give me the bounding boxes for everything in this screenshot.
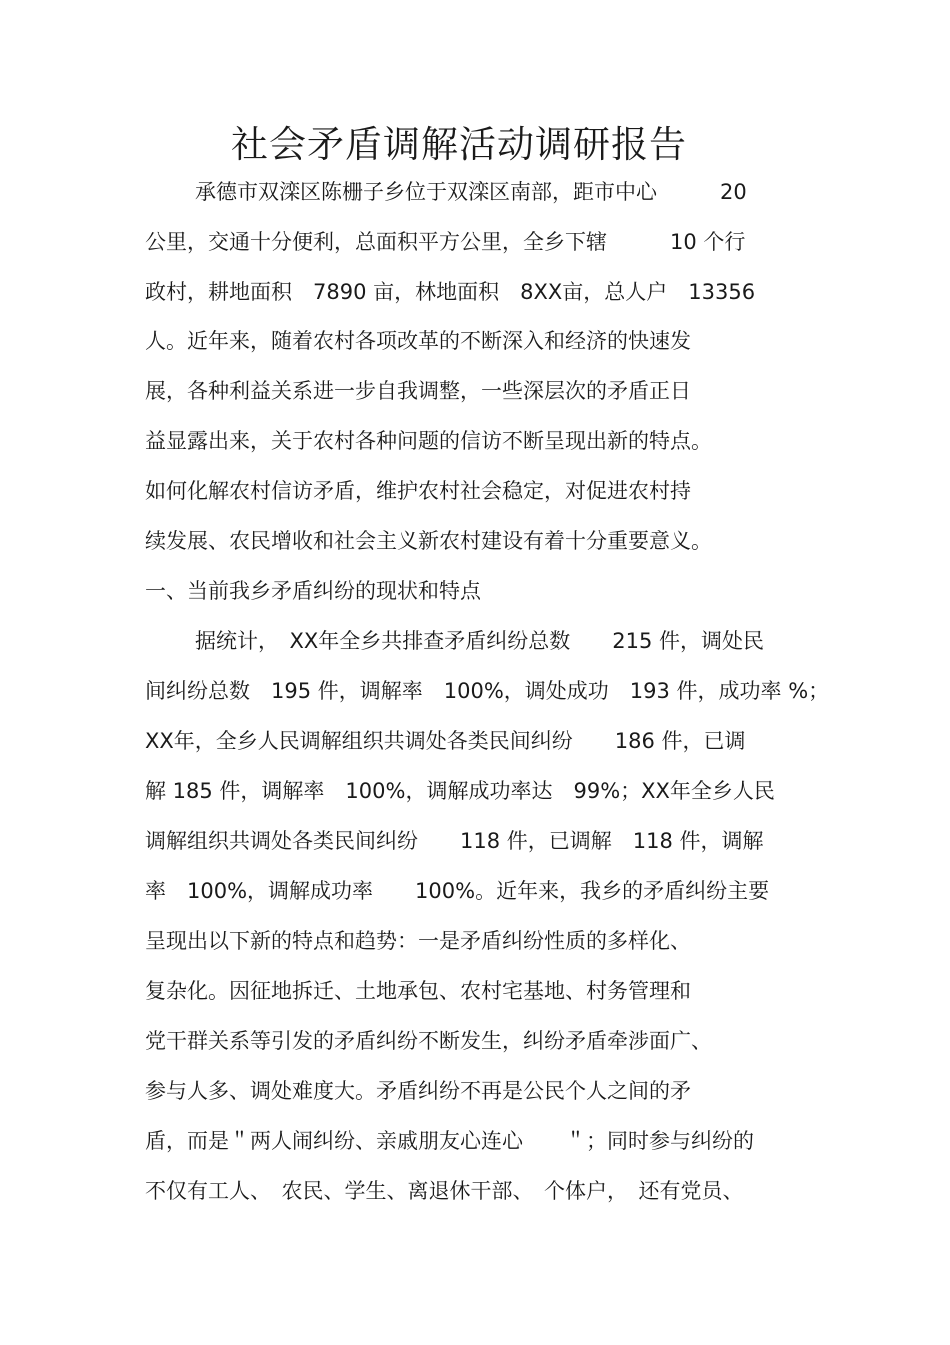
paragraph-line: 人。近年来，随着农村各项改革的不断深入和经济的快速发: [145, 329, 691, 353]
section-heading: 一、当前我乡矛盾纠纷的现状和特点: [145, 579, 481, 603]
document-title: 社会矛盾调解活动调研报告: [231, 123, 687, 166]
paragraph-line: 据统计， XX年全乡共排查矛盾纠纷总数 215 件，调处民: [195, 629, 765, 653]
paragraph-line: 政村，耕地面积 7890 亩，林地面积 8XX亩，总人户 13356: [145, 280, 756, 304]
paragraph-line: 续发展、农民增收和社会主义新农村建设有着十分重要意义。: [145, 529, 712, 553]
paragraph-line: 公里，交通十分便利，总面积平方公里，全乡下辖 10 个行: [145, 230, 746, 254]
paragraph-line: 复杂化。因征地拆迁、土地承包、农村宅基地、村务管理和: [145, 979, 691, 1003]
paragraph-line: 呈现出以下新的特点和趋势：一是矛盾纠纷性质的多样化、: [145, 929, 691, 953]
paragraph-line: 展，各种利益关系进一步自我调整，一些深层次的矛盾正日: [145, 379, 691, 403]
paragraph-line: 盾，而是＂两人闹纠纷、亲戚朋友心连心 ＂；同时参与纠纷的: [145, 1129, 754, 1153]
paragraph-line: 调解组织共调处各类民间纠纷 118 件，已调解 118 件，调解: [145, 829, 764, 853]
paragraph-line: 益显露出来，关于农村各种问题的信访不断呈现出新的特点。: [145, 429, 712, 453]
paragraph-line: 解 185 件，调解率 100%，调解成功率达 99%；XX年全乡人民: [145, 779, 775, 803]
paragraph-line: 参与人多、调处难度大。矛盾纠纷不再是公民个人之间的矛: [145, 1079, 691, 1103]
paragraph-line: 率 100%，调解成功率 100%。近年来，我乡的矛盾纠纷主要: [145, 879, 770, 903]
paragraph-line: 间纠纷总数 195 件，调解率 100%，调处成功 193 件，成功率 %；: [145, 679, 830, 703]
paragraph-line: XX年，全乡人民调解组织共调处各类民间纠纷 186 件，已调: [145, 729, 746, 753]
paragraph-line: 承德市双滦区陈栅子乡位于双滦区南部，距市中心 20: [195, 180, 747, 204]
paragraph-line: 如何化解农村信访矛盾，维护农村社会稳定，对促进农村持: [145, 479, 691, 503]
paragraph-line: 党干群关系等引发的矛盾纠纷不断发生，纠纷矛盾牵涉面广、: [145, 1029, 712, 1053]
paragraph-line: 不仅有工人、 农民、学生、离退休干部、 个体户， 还有党员、: [145, 1179, 744, 1203]
